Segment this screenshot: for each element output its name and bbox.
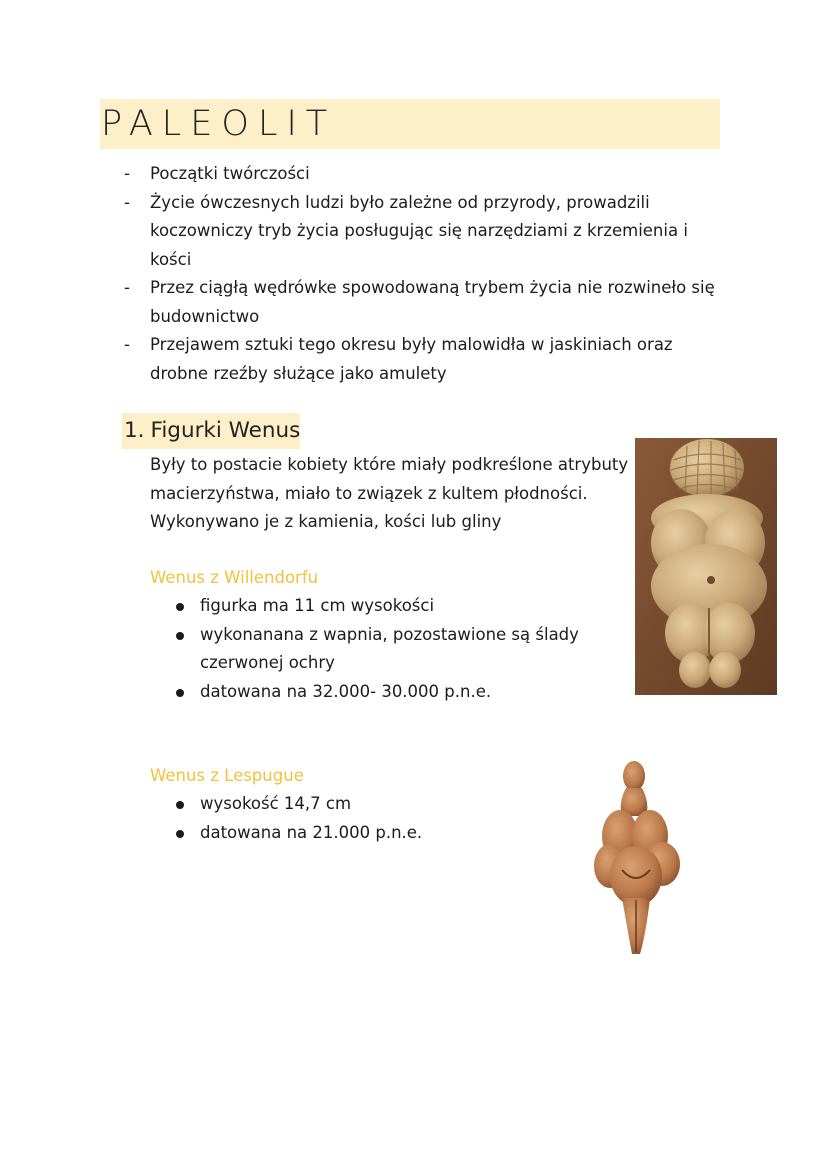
list-item-text: datowana na 32.000- 30.000 p.n.e. (200, 681, 492, 701)
list-item (174, 790, 614, 819)
list-item-text: figurka ma 11 cm wysokości (200, 596, 435, 615)
list-item-text: Początki twórczości (150, 164, 310, 183)
list-item-text: wykonanana z wapnia, pozostawione są ślady czerwonej ochry (200, 624, 579, 672)
list-item-text: wysokość 14,7 cm (200, 794, 352, 813)
page-title: PALEOLIT (101, 104, 337, 144)
list-item: - Życie ówczesnych ludzi było zależne od przyrody, prowadzili koczowniczy tryb życia posługując się narzędziami z krzemienia i kości (124, 192, 688, 269)
willendorf-facts (174, 592, 614, 706)
list-item: - Przez ciągłą wędrówke spowodowaną trybem życia nie rozwineło się budownictwo (124, 278, 715, 326)
venus-willendorf-image (635, 438, 777, 695)
list-item-text: Przez ciągłą wędrówke spowodowaną trybem życia nie rozwineło się budownictwo (150, 278, 715, 326)
list-item (174, 678, 614, 707)
list-item-text: Przejawem sztuki tego okresu były malowidła w jaskiniach oraz drobne rzeźby służące jako amulety (150, 335, 673, 383)
list-item: - Początki twórczości (124, 164, 310, 183)
list-item-text: datowana na 21.000 p.n.e. (200, 822, 423, 842)
list-item (174, 621, 614, 678)
lespugue-facts (174, 790, 614, 847)
section-heading (124, 416, 300, 446)
list-item (174, 592, 614, 621)
lespugue-heading: Wenus z Lespugue (150, 766, 304, 785)
section-number: 1. (124, 418, 145, 443)
section-title: Figurki Wenus (150, 418, 301, 443)
section-description: Były to postacie kobiety które miały podkreślone atrybuty macierzyństwa, miało to związek z kultem płodności. Wykonywano je z kamienia, kości lub gliny (150, 455, 629, 531)
venus-lespugue-image (588, 758, 692, 958)
list-item (174, 819, 614, 848)
list-item: - Przejawem sztuki tego okresu były malowidła w jaskiniach oraz drobne rzeźby służące jako amulety (124, 335, 673, 383)
intro-list (122, 160, 732, 388)
willendorf-heading: Wenus z Willendorfu (150, 568, 319, 587)
list-item-text: Życie ówczesnych ludzi było zależne od przyrody, prowadzili koczowniczy tryb życia posługując się narzędziami z krzemienia i kości (150, 192, 688, 269)
